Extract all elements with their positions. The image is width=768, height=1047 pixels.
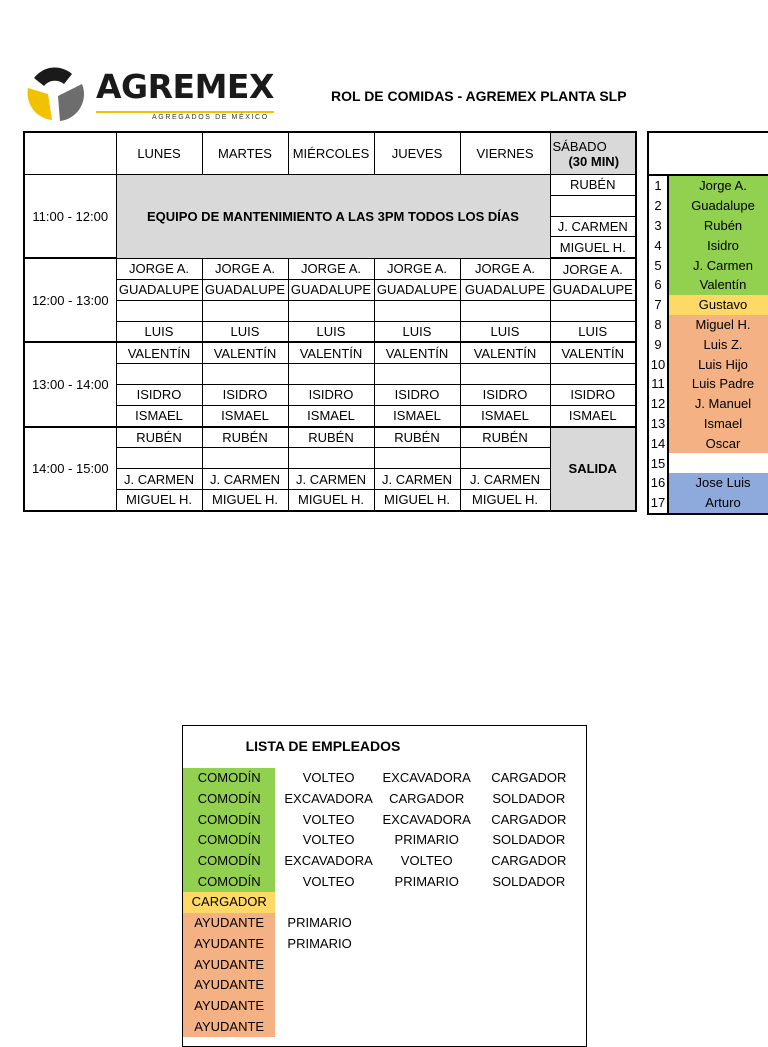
employee-skill (472, 954, 586, 975)
employee-list-table (183, 768, 586, 1037)
employee-skill: EXCAVADORA (284, 791, 373, 807)
roster-row (648, 394, 768, 414)
cell (550, 195, 636, 216)
employee-skill: EXCAVADORA (284, 853, 373, 869)
roster-header-cell (648, 132, 668, 175)
employee-row (183, 954, 586, 975)
employee-skill: SOLDADOR (492, 873, 566, 889)
cell (374, 364, 460, 385)
employee-skill: PRIMARIO (394, 832, 459, 848)
roster-row (648, 473, 768, 493)
cell (288, 364, 374, 385)
cell: RUBÉN (202, 427, 288, 448)
roster-row (648, 493, 768, 514)
cell (460, 448, 550, 469)
employee-skill: EXCAVADORA (382, 811, 471, 827)
schedule-row (24, 279, 636, 300)
cell: JORGE A. (202, 258, 288, 279)
time-slot: 13:00 - 14:00 (24, 342, 116, 426)
roster-name: Jorge A. (668, 175, 768, 196)
time-slot: 11:00 - 12:00 (24, 175, 116, 259)
schedule-row (24, 427, 636, 448)
cell: RUBÉN (116, 427, 202, 448)
roster-name: J. Carmen (668, 255, 768, 275)
cell: ISIDRO (460, 384, 550, 405)
employee-skill (382, 892, 472, 913)
roster-name: Luis Padre (668, 374, 768, 394)
roster-header-row (648, 132, 768, 175)
schedule-row (24, 321, 636, 342)
schedule-row (24, 342, 636, 363)
employee-row (183, 975, 586, 996)
cell: LUIS (116, 321, 202, 342)
cell (550, 300, 636, 321)
employee-role: CARGADOR (183, 892, 275, 913)
cell: J. CARMEN (116, 469, 202, 490)
cell: VALENTÍN (288, 342, 374, 363)
cell: J. CARMEN (460, 469, 550, 490)
cell: ISMAEL (202, 405, 288, 426)
roster-row (648, 295, 768, 315)
employee-role: AYUDANTE (183, 1016, 275, 1037)
schedule-row (24, 384, 636, 405)
cell: ISIDRO (288, 384, 374, 405)
employee-skill (382, 996, 472, 1017)
employee-skill: CARGADOR (491, 811, 567, 827)
cell: GUADALUPE (202, 279, 288, 300)
employee-skill (472, 934, 586, 955)
employee-role: AYUDANTE (183, 954, 275, 975)
employee-skill (382, 913, 472, 934)
brand-tagline: AGREGADOS DE MÉXICO (152, 114, 269, 121)
cell: GUADALUPE (116, 279, 202, 300)
employee-skill: PRIMARIO (287, 935, 352, 951)
roster-row (648, 334, 768, 354)
cell: ISMAEL (288, 405, 374, 426)
employee-skill: VOLTEO (302, 832, 355, 848)
agremex-logo (26, 64, 281, 126)
roster-number: 14 (648, 433, 668, 453)
roster-number: 11 (648, 374, 668, 394)
roster-name (668, 453, 768, 473)
roster-number: 3 (648, 216, 668, 236)
roster-name: Oscar (668, 433, 768, 453)
cell: GUADALUPE (550, 279, 636, 300)
employee-row (183, 996, 586, 1017)
cell: JORGE A. (550, 258, 636, 279)
roster-number: 6 (648, 275, 668, 295)
cell (550, 364, 636, 385)
roster-row (648, 196, 768, 216)
roster-name: Arturo (668, 493, 768, 514)
schedule-row (24, 300, 636, 321)
employee-skill (382, 954, 472, 975)
day-header: JUEVES (374, 132, 460, 175)
cell: JORGE A. (116, 258, 202, 279)
cell (202, 448, 288, 469)
cell: JORGE A. (460, 258, 550, 279)
roster-name: Ismael (668, 414, 768, 434)
cell: JORGE A. (374, 258, 460, 279)
roster-name: Gustavo (668, 295, 768, 315)
cell (202, 300, 288, 321)
cell: VALENTÍN (116, 342, 202, 363)
employee-list-title: LISTA DE EMPLEADOS (245, 738, 401, 754)
roster-row (648, 255, 768, 275)
schedule-row (24, 405, 636, 426)
cell: MIGUEL H. (460, 489, 550, 510)
cell: J. CARMEN (288, 469, 374, 490)
schedule-row (24, 258, 636, 279)
roster-number: 7 (648, 295, 668, 315)
roster-name: Guadalupe (668, 196, 768, 216)
cell (202, 364, 288, 385)
cell: ISMAEL (374, 405, 460, 426)
cell: VALENTÍN (550, 342, 636, 363)
employee-skill (275, 954, 381, 975)
employee-role: AYUDANTE (183, 975, 275, 996)
cell: RUBÉN (460, 427, 550, 448)
cell: J. CARMEN (374, 469, 460, 490)
maintenance-note: EQUIPO DE MANTENIMIENTO A LAS 3PM TODOS LOS DÍAS (116, 175, 550, 259)
roster-number: 15 (648, 453, 668, 473)
cell: RUBÉN (374, 427, 460, 448)
day-header: MIÉRCOLES (288, 132, 374, 175)
cell: ISIDRO (550, 384, 636, 405)
cell (374, 300, 460, 321)
employee-role: AYUDANTE (183, 934, 275, 955)
employee-row (183, 830, 586, 851)
cell (116, 300, 202, 321)
employee-row (183, 851, 586, 872)
cell: ISMAEL (116, 405, 202, 426)
cell: ISIDRO (202, 384, 288, 405)
employee-skill (382, 934, 472, 955)
cell: J. CARMEN (550, 216, 636, 237)
employee-skill: PRIMARIO (287, 915, 352, 931)
cell: MIGUEL H. (550, 237, 636, 258)
employee-skill (472, 1016, 586, 1037)
roster-name: Luis Hijo (668, 354, 768, 374)
cell: J. CARMEN (202, 469, 288, 490)
schedule-row (24, 364, 636, 385)
roster-number: 8 (648, 315, 668, 335)
employee-skill (275, 975, 381, 996)
cell (288, 300, 374, 321)
employee-skill: CARGADOR (491, 770, 567, 786)
schedule-header-row (24, 132, 636, 175)
employee-skill: CARGADOR (389, 791, 465, 807)
roster-number: 2 (648, 196, 668, 216)
cell: MIGUEL H. (288, 489, 374, 510)
day-header: VIERNES (460, 132, 550, 175)
employee-row (183, 768, 586, 789)
cell (116, 364, 202, 385)
employee-skill (472, 913, 586, 934)
cell: MIGUEL H. (202, 489, 288, 510)
meal-schedule-table (23, 131, 637, 512)
cell: GUADALUPE (460, 279, 550, 300)
roster-row (648, 235, 768, 255)
roster-number: 5 (648, 255, 668, 275)
roster-row (648, 216, 768, 236)
schedule-row (24, 469, 636, 490)
cell (288, 448, 374, 469)
employee-skill (275, 996, 381, 1017)
cell: LUIS (288, 321, 374, 342)
document-title: ROL DE COMIDAS - AGREMEX PLANTA SLP (331, 88, 627, 104)
roster-row (648, 433, 768, 453)
brand-underline (96, 111, 274, 113)
cell: GUADALUPE (374, 279, 460, 300)
employee-list-box (182, 725, 587, 1047)
schedule-row (24, 489, 636, 510)
saturday-header: SÁBADO (30 MIN) (550, 132, 636, 175)
roster-name: Valentín (668, 275, 768, 295)
employee-row (183, 871, 586, 892)
salida-cell: SALIDA (550, 427, 636, 511)
employee-skill: SOLDADOR (492, 832, 566, 848)
roster-number: 12 (648, 394, 668, 414)
employee-skill (472, 975, 586, 996)
roster-name: Isidro (668, 235, 768, 255)
roster-name: Rubén (668, 216, 768, 236)
cell (460, 300, 550, 321)
roster-number: 17 (648, 493, 668, 514)
employee-role: COMODÍN (183, 871, 275, 892)
employee-role: COMODÍN (183, 830, 275, 851)
employee-role: COMODÍN (183, 789, 275, 810)
time-slot: 14:00 - 15:00 (24, 427, 116, 511)
employee-row (183, 1016, 586, 1037)
roster-number: 4 (648, 235, 668, 255)
roster-name: J. Manuel (668, 394, 768, 414)
employee-skill: VOLTEO (302, 873, 355, 889)
employee-skill: PRIMARIO (394, 873, 459, 889)
cell: VALENTÍN (460, 342, 550, 363)
roster-row (648, 315, 768, 335)
time-slot: 12:00 - 13:00 (24, 258, 116, 342)
employee-role: AYUDANTE (183, 996, 275, 1017)
employee-row (183, 913, 586, 934)
employee-skill: SOLDADOR (492, 791, 566, 807)
cell: LUIS (550, 321, 636, 342)
employee-role: COMODÍN (183, 768, 275, 789)
cell: LUIS (460, 321, 550, 342)
schedule-row (24, 175, 636, 196)
roster-number: 16 (648, 473, 668, 493)
cell: ISIDRO (116, 384, 202, 405)
cell (374, 448, 460, 469)
cell: MIGUEL H. (116, 489, 202, 510)
roster-row (648, 414, 768, 434)
employee-skill (275, 892, 381, 913)
cell: JORGE A. (288, 258, 374, 279)
roster-name: Luis Z. (668, 334, 768, 354)
cell: LUIS (374, 321, 460, 342)
employee-row (183, 892, 586, 913)
roster-name: Miguel H. (668, 315, 768, 335)
roster-row (648, 175, 768, 196)
employee-roster (647, 131, 768, 515)
day-header: LUNES (116, 132, 202, 175)
corner-cell (24, 132, 116, 175)
roster-number: 1 (648, 175, 668, 196)
cell: ISIDRO (374, 384, 460, 405)
schedule-row (24, 448, 636, 469)
employee-skill: VOLTEO (400, 853, 453, 869)
roster-row (648, 453, 768, 473)
cell: VALENTÍN (202, 342, 288, 363)
cell: RUBÉN (550, 175, 636, 196)
employee-skill (472, 892, 586, 913)
roster-row (648, 275, 768, 295)
roster-row (648, 354, 768, 374)
cell: RUBÉN (288, 427, 374, 448)
roster-number: 13 (648, 414, 668, 434)
employee-row (183, 789, 586, 810)
brand-name: AGREMEX (96, 67, 274, 106)
cell: ISMAEL (550, 405, 636, 426)
roster-row (648, 374, 768, 394)
cell: GUADALUPE (288, 279, 374, 300)
employee-role: COMODÍN (183, 851, 275, 872)
cell (460, 364, 550, 385)
employee-skill (382, 1016, 472, 1037)
employee-skill (382, 975, 472, 996)
cell (116, 448, 202, 469)
cell: LUIS (202, 321, 288, 342)
employee-role: COMODÍN (183, 809, 275, 830)
employee-skill: VOLTEO (302, 770, 355, 786)
employee-skill: VOLTEO (302, 811, 355, 827)
roster-number: 9 (648, 334, 668, 354)
employee-skill: CARGADOR (491, 853, 567, 869)
employee-skill: EXCAVADORA (382, 770, 471, 786)
employee-skill (275, 1016, 381, 1037)
employee-skill (472, 996, 586, 1017)
cell: MIGUEL H. (374, 489, 460, 510)
cell: ISMAEL (460, 405, 550, 426)
employee-role: AYUDANTE (183, 913, 275, 934)
employee-row (183, 809, 586, 830)
roster-number: 10 (648, 354, 668, 374)
day-header: MARTES (202, 132, 288, 175)
cell: VALENTÍN (374, 342, 460, 363)
roster-header-cell (668, 132, 768, 175)
employee-row (183, 934, 586, 955)
roster-name: Jose Luis (668, 473, 768, 493)
logo-mark-icon (26, 64, 84, 124)
